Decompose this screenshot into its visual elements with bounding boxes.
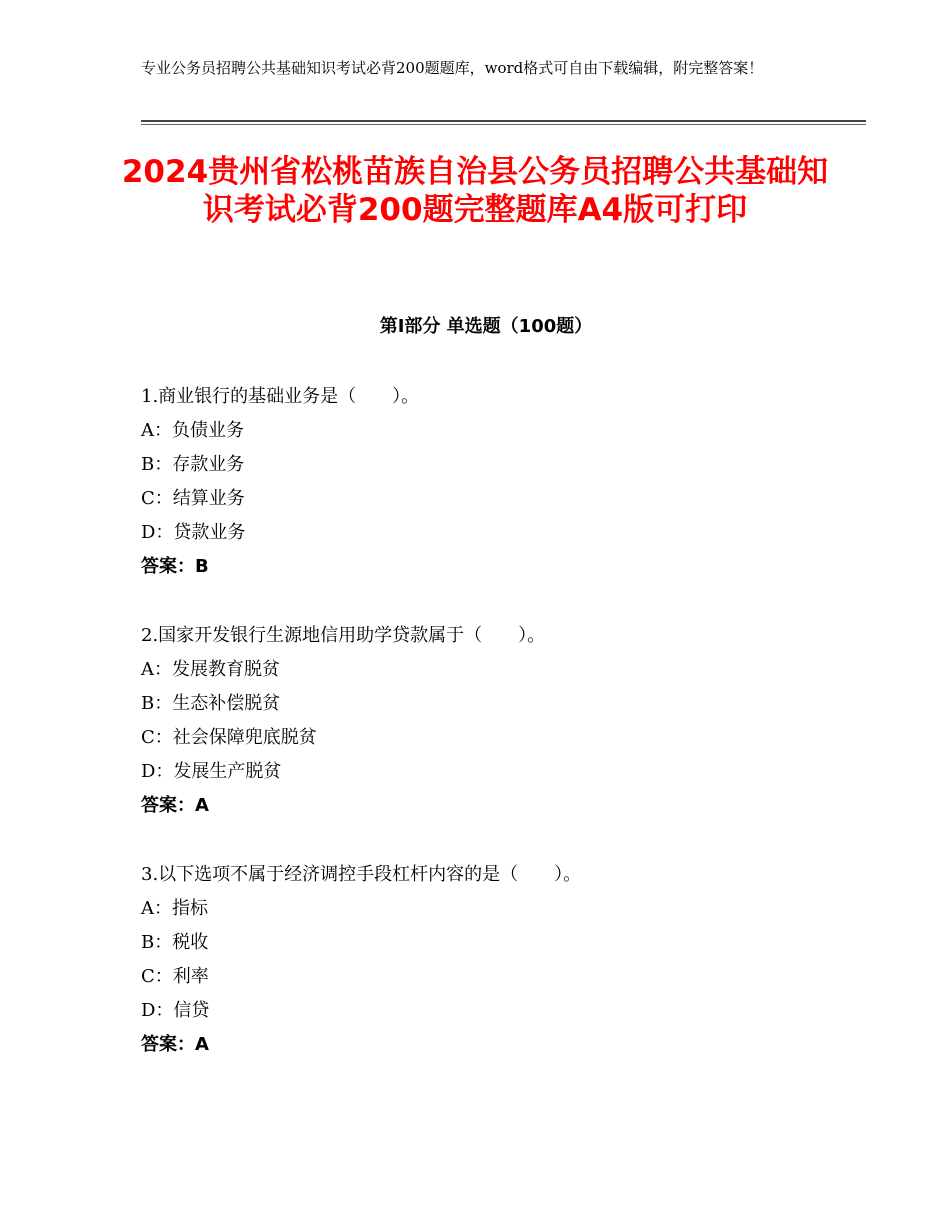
- answer: 答案：B: [141, 556, 209, 577]
- option-b: B：税收: [141, 932, 209, 953]
- option-c: C：利率: [141, 966, 209, 987]
- question-1: [141, 380, 861, 584]
- question-2: [141, 619, 861, 823]
- section-title: 第Ⅰ部分 单选题（100题）: [379, 316, 593, 337]
- option-b: B：生态补偿脱贫: [141, 693, 281, 714]
- option-a: A：负债业务: [141, 420, 244, 441]
- header-note: 专业公务员招聘公共基础知识考试必背200题题库，word格式可自由下载编辑，附完整答案！: [141, 59, 764, 77]
- question-3: [141, 858, 861, 1062]
- answer: 答案：A: [141, 1034, 209, 1055]
- question-stem: 3.以下选项不属于经济调控手段杠杆内容的是（ ）。: [141, 864, 582, 885]
- option-a: A：指标: [141, 898, 208, 919]
- option-a: A：发展教育脱贫: [141, 659, 280, 680]
- answer: 答案：A: [141, 795, 209, 816]
- header-divider-thin: [141, 124, 866, 125]
- question-stem: 2.国家开发银行生源地信用助学贷款属于（ ）。: [141, 625, 546, 646]
- document-title: 2024贵州省松桃苗族自治县公务员招聘公共基础知识考试必背200题完整题库A4版可打印: [121, 154, 829, 228]
- option-b: B：存款业务: [141, 454, 245, 475]
- option-d: D：贷款业务: [141, 522, 246, 543]
- header-divider: [141, 120, 866, 122]
- option-c: C：结算业务: [141, 488, 245, 509]
- option-d: D：发展生产脱贫: [141, 761, 282, 782]
- option-d: D：信贷: [141, 1000, 210, 1021]
- question-stem: 1.商业银行的基础业务是（ ）。: [141, 386, 420, 407]
- option-c: C：社会保障兜底脱贫: [141, 727, 317, 748]
